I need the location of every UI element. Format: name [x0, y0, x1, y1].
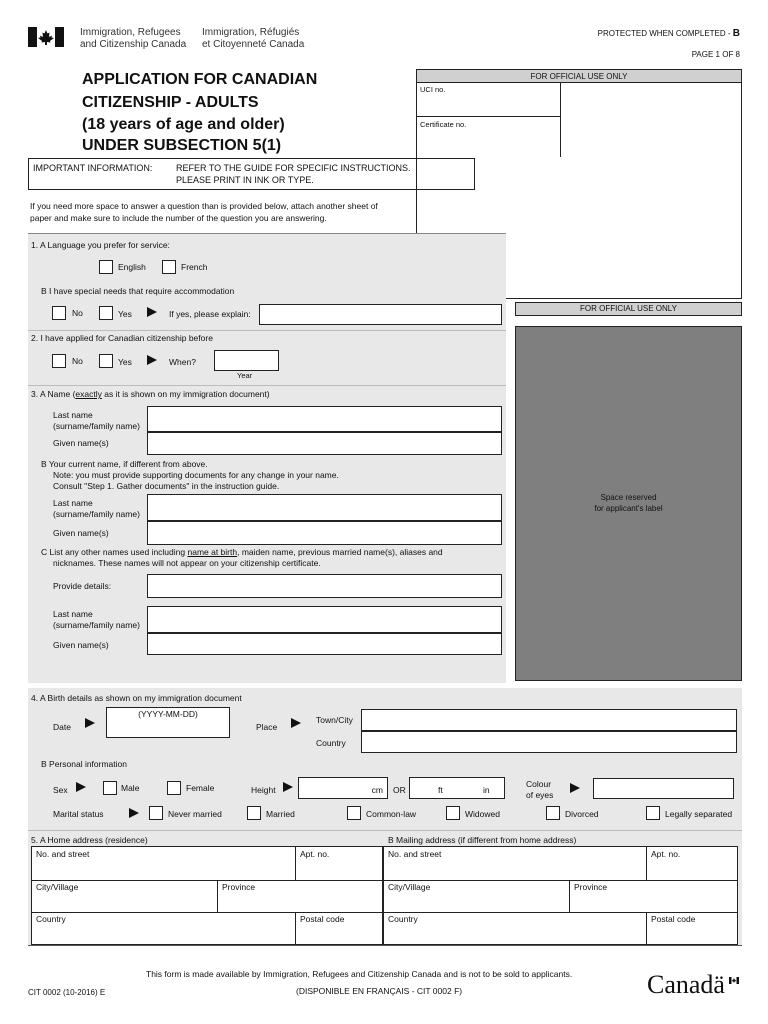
applied-year-input[interactable] — [214, 350, 279, 371]
q3b-line3: Consult "Step 1. Gather documents" in the instruction guide. — [53, 481, 280, 491]
q3c-line2: nicknames. These names will not appear on your citizenship certificate. — [53, 558, 321, 568]
protected-notice: PROTECTED WHEN COMPLETED - B — [597, 28, 740, 39]
agency-fr-line1: Immigration, Réfugiés — [202, 27, 300, 38]
divorced-checkbox[interactable] — [546, 806, 560, 820]
french-label: French — [181, 262, 208, 272]
mailing-street-input[interactable] — [384, 847, 647, 881]
home-street-label: No. and street — [36, 849, 90, 859]
mailing-apt-input[interactable] — [647, 847, 737, 881]
q3a-last-name-label: Last name — [53, 410, 93, 420]
divider-q2-q3 — [28, 385, 506, 386]
official-use-heading: FOR OFFICIAL USE ONLY — [417, 70, 741, 83]
label-area-line1: Space reserved — [600, 493, 657, 502]
special-needs-yes-label: Yes — [118, 309, 132, 319]
special-needs-no-checkbox[interactable] — [52, 306, 66, 320]
explain-label: If yes, please explain: — [169, 309, 251, 319]
birth-country-input[interactable] — [361, 731, 737, 753]
mailing-postal-label: Postal code — [651, 914, 696, 924]
q1b-label: B I have special needs that require accommodation — [41, 286, 235, 296]
home-street-input[interactable] — [32, 847, 296, 881]
form-title-line3: (18 years of age and older) — [82, 116, 285, 133]
arrow-right-icon — [283, 782, 293, 792]
q3b-line1: B Your current name, if different from above. — [41, 459, 208, 469]
q4b-label: B Personal information — [41, 759, 127, 769]
mailing-city-label: City/Village — [388, 882, 431, 892]
q3c-surname-label: (surname/family name) — [53, 620, 140, 630]
home-city-input[interactable] — [32, 881, 218, 913]
canada-flag-icon — [28, 27, 64, 47]
applied-before-yes-checkbox[interactable] — [99, 354, 113, 368]
never-married-label: Never married — [168, 809, 222, 819]
applicant-label-area — [515, 326, 742, 681]
q3a-label: 3. A Name (exactly as it is shown on my immigration document) — [31, 389, 270, 399]
arrow-right-icon — [76, 782, 86, 792]
special-needs-no-label: No — [72, 308, 83, 318]
birth-date-input[interactable] — [106, 707, 230, 738]
widowed-label: Widowed — [465, 809, 500, 819]
agency-en-line2: and Citizenship Canada — [80, 39, 187, 50]
mailing-address-table — [383, 846, 738, 945]
mailing-country-label: Country — [388, 914, 418, 924]
in-label: in — [483, 785, 490, 795]
q3a-surname-label: (surname/family name) — [53, 421, 140, 431]
special-needs-explain-input[interactable] — [259, 304, 502, 325]
cm-label: cm — [371, 785, 383, 795]
home-postal-input[interactable] — [296, 913, 382, 944]
mailing-country-input[interactable] — [384, 913, 647, 944]
q3c-details-input[interactable] — [147, 574, 502, 598]
page-number: PAGE 1 OF 8 — [691, 50, 740, 59]
mailing-street-label: No. and street — [388, 849, 442, 859]
applied-before-no-checkbox[interactable] — [52, 354, 66, 368]
place-label: Place — [256, 722, 278, 732]
agency-en-line1: Immigration, Refugees — [80, 27, 181, 38]
divorced-label: Divorced — [565, 809, 599, 819]
official-use-heading-2: FOR OFFICIAL USE ONLY — [515, 302, 742, 316]
canada-wordmark: Canadä — [647, 970, 725, 999]
footer-notice: This form is made available by Immigration, Refugees and Citizenship Canada and is not to be sold to applicants. — [146, 969, 573, 979]
intro-line2: paper and make sure to include the number of the question you are answering. — [30, 213, 327, 223]
home-apt-label: Apt. no. — [300, 849, 330, 859]
home-country-input[interactable] — [32, 913, 296, 944]
important-label: IMPORTANT INFORMATION: — [33, 163, 153, 173]
when-label: When? — [169, 357, 196, 367]
town-label: Town/City — [316, 715, 353, 725]
legally-separated-label: Legally separated — [665, 809, 733, 819]
never-married-checkbox[interactable] — [149, 806, 163, 820]
q2-label: 2. I have applied for Canadian citizenship before — [31, 333, 213, 343]
certificate-field[interactable] — [417, 117, 561, 157]
year-label: Year — [237, 371, 253, 380]
mailing-apt-label: Apt. no. — [651, 849, 681, 859]
mailing-postal-input[interactable] — [647, 913, 737, 944]
uci-label: UCI no. — [420, 85, 446, 94]
eye-colour-input[interactable] — [593, 778, 734, 799]
marital-label: Marital status — [53, 809, 104, 819]
important-line2: PLEASE PRINT IN INK OR TYPE. — [176, 175, 314, 185]
q3b-given-name-input[interactable] — [147, 521, 502, 545]
q3a-last-name-input[interactable] — [147, 406, 502, 432]
sex-label: Sex — [53, 785, 68, 795]
common-law-label: Common-law — [366, 809, 417, 819]
eyes-label-line1: Colour — [526, 779, 552, 789]
common-law-checkbox[interactable] — [347, 806, 361, 820]
uci-field[interactable] — [417, 83, 561, 117]
form-title-line1: APPLICATION FOR CANADIAN — [82, 71, 318, 88]
mailing-province-label: Province — [574, 882, 608, 892]
french-availability: (DISPONIBLE EN FRANÇAIS - CIT 0002 F) — [296, 986, 463, 996]
home-postal-label: Postal code — [300, 914, 345, 924]
applied-before-yes-label: Yes — [118, 357, 132, 367]
french-checkbox[interactable] — [162, 260, 176, 274]
divider-q4-q5 — [28, 830, 742, 831]
male-checkbox[interactable] — [103, 781, 117, 795]
arrow-right-icon — [570, 783, 580, 793]
female-checkbox[interactable] — [167, 781, 181, 795]
english-checkbox[interactable] — [99, 260, 113, 274]
arrow-right-icon — [129, 808, 139, 818]
height-ft-in-input[interactable] — [409, 777, 505, 799]
q3c-last-name-label: Last name — [53, 609, 93, 619]
married-checkbox[interactable] — [247, 806, 261, 820]
q3c-line1: C List any other names used including name at birth, maiden name, previous married name(s), aliases and — [41, 547, 443, 557]
q3b-given-label: Given name(s) — [53, 528, 109, 538]
form-number: CIT 0002 (10-2016) E — [28, 988, 106, 997]
q1a-label: 1. A Language you prefer for service: — [31, 240, 170, 250]
q3b-surname-label: (surname/family name) — [53, 509, 140, 519]
intro-line1: If you need more space to answer a question than is provided below, attach another sheet of — [30, 201, 378, 211]
married-label: Married — [266, 809, 295, 819]
legally-separated-checkbox[interactable] — [646, 806, 660, 820]
home-apt-input[interactable] — [296, 847, 382, 881]
q3b-last-name-label: Last name — [53, 498, 93, 508]
home-country-label: Country — [36, 914, 66, 924]
arrow-right-icon — [291, 718, 301, 728]
q4a-label: 4. A Birth details as shown on my immigration document — [31, 693, 242, 703]
female-label: Female — [186, 783, 215, 793]
label-area-line2: for applicant's label — [594, 504, 663, 513]
home-province-input[interactable] — [218, 881, 382, 913]
wordmark-flag-icon — [729, 971, 739, 978]
arrow-right-icon — [147, 355, 157, 365]
home-city-label: City/Village — [36, 882, 79, 892]
mailing-city-input[interactable] — [384, 881, 570, 913]
form-title-line4: UNDER SUBSECTION 5(1) — [82, 137, 282, 154]
certificate-label: Certificate no. — [420, 120, 467, 129]
special-needs-yes-checkbox[interactable] — [99, 306, 113, 320]
q5b-label: B Mailing address (if different from home address) — [388, 835, 577, 845]
q3a-given-label: Given name(s) — [53, 438, 109, 448]
or-label: OR — [393, 785, 406, 795]
panel-top-rule — [28, 233, 506, 234]
important-info-box — [28, 158, 475, 190]
q3c-given-name-input[interactable] — [147, 633, 502, 655]
divider-q1-q2 — [28, 330, 506, 331]
home-province-label: Province — [222, 882, 256, 892]
q3b-line2: Note: you must provide supporting documents for any change in your name. — [53, 470, 339, 480]
mailing-province-input[interactable] — [570, 881, 737, 913]
applied-before-no-label: No — [72, 356, 83, 366]
q3c-details-label: Provide details: — [53, 581, 112, 591]
arrow-right-icon — [147, 307, 157, 317]
height-cm-input[interactable] — [298, 777, 388, 799]
agency-fr-line2: et Citoyenneté Canada — [202, 39, 305, 50]
arrow-right-icon — [85, 718, 95, 728]
date-label: Date — [53, 722, 71, 732]
home-address-table — [31, 846, 383, 945]
male-label: Male — [121, 783, 140, 793]
form-title-line2: CITIZENSHIP - ADULTS — [82, 94, 259, 111]
birth-town-input[interactable] — [361, 709, 737, 731]
ft-label: ft — [438, 785, 443, 795]
height-label: Height — [251, 785, 276, 795]
important-line1: REFER TO THE GUIDE FOR SPECIFIC INSTRUCTIONS. — [176, 163, 411, 173]
q3b-last-name-input[interactable] — [147, 494, 502, 521]
q3c-given-label: Given name(s) — [53, 640, 109, 650]
widowed-checkbox[interactable] — [446, 806, 460, 820]
q5a-label: 5. A Home address (residence) — [31, 835, 148, 845]
panel-bottom-rule — [28, 945, 742, 946]
date-format-hint: (YYYY-MM-DD) — [138, 709, 198, 719]
english-label: English — [118, 262, 146, 272]
eyes-label-line2: of eyes — [526, 790, 554, 800]
q3c-last-name-input[interactable] — [147, 606, 502, 633]
birth-country-label: Country — [316, 738, 346, 748]
q3a-given-name-input[interactable] — [147, 432, 502, 455]
